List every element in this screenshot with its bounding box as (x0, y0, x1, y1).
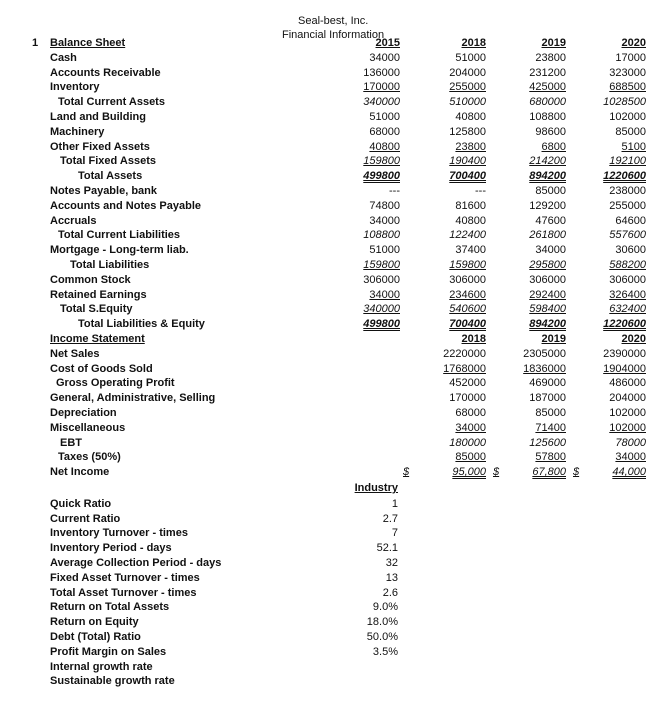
bs-cell: 1028500 (603, 96, 646, 109)
year-header-2018: 2018 (461, 37, 486, 49)
bs-cell: 30600 (615, 244, 646, 257)
bs-cell: 204000 (449, 66, 486, 79)
bs-cell: 47600 (535, 214, 566, 227)
is-cell: 2390000 (603, 347, 646, 360)
bs-cell: 323000 (609, 66, 646, 79)
bs-cell: 102000 (609, 111, 646, 123)
bs-cell: 688500 (609, 81, 646, 94)
industry-header: Industry (354, 482, 398, 494)
bs-cell: 680000 (529, 96, 566, 109)
bs-cell: 1220600 (603, 318, 646, 331)
is-cell: 452000 (449, 377, 486, 390)
is-cell: 204000 (609, 392, 646, 405)
bs-row-label: Accruals (50, 214, 97, 227)
report-subtitle: Financial Information (282, 29, 385, 41)
bs-cell: --- (389, 185, 400, 197)
bs-cell: 37400 (455, 244, 486, 257)
bs-cell: 40800 (455, 111, 486, 123)
ratio-label: Inventory Period - days (50, 542, 172, 555)
income-statement-title: Income Statement (50, 333, 145, 345)
bs-row-label: Common Stock (50, 273, 131, 286)
ratio-label: Current Ratio (50, 512, 121, 525)
bs-cell: 234600 (449, 288, 486, 301)
bs-cell: 214200 (529, 155, 566, 168)
currency-symbol: $ (403, 466, 410, 479)
bs-cell: 51000 (455, 51, 486, 64)
bs-cell: 261800 (529, 229, 566, 242)
is-year-header-2019: 2019 (541, 333, 566, 345)
is-cell: 67,800 (532, 466, 566, 479)
bs-cell: 51000 (369, 111, 400, 123)
bs-row-label: Accounts Receivable (50, 66, 161, 79)
row-number: 1 (32, 37, 39, 49)
ratio-label: Return on Total Assets (50, 601, 170, 614)
bs-cell: 81600 (455, 199, 486, 212)
bs-row-label: Total Liabilities (70, 259, 150, 271)
bs-cell: 306000 (363, 273, 400, 286)
bs-row-label: Total Current Liabilities (58, 229, 181, 242)
is-cell: 78000 (615, 436, 646, 449)
year-header-2019: 2019 (541, 37, 566, 49)
bs-row-label: Accounts and Notes Payable (50, 199, 201, 212)
ratio-industry-value: 18.0% (366, 616, 398, 629)
bs-cell: 125800 (449, 125, 486, 138)
bs-cell: 108800 (363, 229, 400, 242)
is-cell: 2220000 (443, 347, 486, 360)
bs-cell: 255000 (449, 81, 486, 94)
is-row-label: General, Administrative, Selling (50, 392, 216, 405)
bs-row-label: Inventory (50, 81, 100, 94)
ratio-industry-value: 50.0% (366, 631, 398, 643)
bs-cell: 326400 (609, 288, 646, 301)
is-cell: 102000 (609, 421, 646, 434)
ratio-industry-value: 9.0% (372, 601, 398, 614)
bs-cell: --- (475, 185, 486, 197)
year-header-2015: 2015 (375, 37, 400, 49)
bs-cell: 306000 (449, 273, 486, 286)
ratio-industry-value: 52.1 (376, 542, 398, 555)
is-row-label: Miscellaneous (50, 421, 126, 434)
bs-cell: 108800 (529, 111, 566, 123)
bs-cell: 136000 (363, 66, 400, 79)
is-cell: 44,000 (612, 466, 646, 479)
bs-cell: 510000 (449, 96, 486, 109)
bs-cell: 700400 (449, 318, 486, 331)
bs-cell: 34000 (535, 244, 566, 257)
bs-cell: 231200 (529, 66, 566, 79)
ratio-industry-value: 2.7 (382, 512, 398, 525)
bs-cell: 238000 (609, 185, 646, 197)
bs-cell: 40800 (369, 140, 400, 153)
bs-cell: 85000 (535, 185, 566, 197)
bs-cell: 74800 (369, 199, 400, 212)
bs-row-label: Land and Building (50, 111, 146, 123)
is-row-label: Cost of Goods Sold (50, 362, 153, 375)
bs-row-label: Retained Earnings (50, 288, 147, 301)
bs-cell: 557600 (609, 229, 646, 242)
bs-row-label: Machinery (50, 125, 105, 138)
is-cell: 1768000 (443, 362, 486, 375)
bs-cell: 159800 (363, 259, 400, 271)
is-cell: 34000 (455, 421, 486, 434)
bs-cell: 306000 (609, 273, 646, 286)
year-header-2020: 2020 (621, 37, 646, 49)
bs-cell: 51000 (369, 244, 400, 257)
bs-row-label: Total Fixed Assets (60, 155, 156, 168)
bs-cell: 1220600 (603, 170, 646, 183)
is-cell: 85000 (535, 407, 566, 419)
ratio-industry-value: 13 (385, 571, 398, 584)
ratio-label: Inventory Turnover - times (50, 527, 188, 540)
ratio-industry-value: 2.6 (382, 586, 398, 599)
ratio-label: Fixed Asset Turnover - times (50, 571, 200, 584)
is-cell: 486000 (609, 377, 646, 390)
bs-row-label: Notes Payable, bank (50, 185, 157, 197)
ratio-label: Profit Margin on Sales (50, 645, 167, 658)
bs-row-label: Mortgage - Long-term liab. (50, 244, 189, 257)
bs-cell: 170000 (363, 81, 400, 94)
is-cell: 180000 (449, 436, 486, 449)
bs-row-label: Total S.Equity (60, 303, 133, 316)
bs-cell: 632400 (609, 303, 646, 316)
is-cell: 125600 (529, 436, 566, 449)
ratio-label: Total Asset Turnover - times (50, 586, 197, 599)
bs-cell: 34000 (369, 214, 400, 227)
is-row-label: Net Income (50, 466, 110, 479)
bs-cell: 23800 (455, 140, 486, 153)
bs-cell: 700400 (449, 170, 486, 183)
bs-row-label: Total Assets (78, 170, 143, 183)
bs-cell: 34000 (369, 51, 400, 64)
ratio-label: Return on Equity (50, 616, 139, 629)
ratio-industry-value: 7 (391, 527, 398, 540)
bs-cell: 340000 (363, 96, 400, 109)
bs-cell: 894200 (529, 170, 566, 183)
is-cell: 102000 (609, 407, 646, 419)
bs-row-label: Total Liabilities & Equity (78, 318, 205, 331)
is-row-label: Net Sales (50, 347, 100, 360)
is-cell: 2305000 (523, 347, 566, 360)
is-year-header-2018: 2018 (461, 333, 486, 345)
bs-cell: 85000 (615, 125, 646, 138)
bs-cell: 122400 (449, 229, 486, 242)
bs-cell: 159800 (449, 259, 486, 271)
bs-cell: 894200 (529, 318, 566, 331)
is-cell: 68000 (455, 407, 486, 419)
bs-cell: 159800 (363, 155, 400, 168)
bs-row-label: Cash (50, 51, 77, 64)
bs-cell: 17000 (615, 51, 646, 64)
bs-cell: 588200 (609, 259, 646, 271)
ratio-industry-value: 32 (385, 557, 398, 569)
is-year-header-2020: 2020 (621, 333, 646, 345)
ratio-industry-value: 3.5% (372, 645, 398, 658)
bs-cell: 425000 (529, 81, 566, 94)
ratio-industry-value: 1 (391, 497, 398, 510)
bs-cell: 499800 (363, 318, 400, 331)
balance-sheet-title: Balance Sheet (50, 37, 126, 49)
company-name: Seal-best, Inc. (298, 15, 369, 27)
bs-row-label: Total Current Assets (58, 96, 165, 109)
bs-cell: 540600 (449, 303, 486, 316)
bs-cell: 340000 (363, 303, 400, 316)
bs-cell: 5100 (621, 140, 646, 153)
bs-cell: 190400 (449, 155, 486, 168)
is-cell: 57800 (535, 451, 566, 464)
bs-cell: 64600 (615, 214, 646, 227)
bs-cell: 6800 (541, 140, 566, 153)
bs-cell: 598400 (529, 303, 566, 316)
bs-cell: 306000 (529, 273, 566, 286)
bs-cell: 129200 (529, 199, 566, 212)
currency-symbol: $ (573, 466, 580, 479)
bs-cell: 68000 (369, 125, 400, 138)
ratio-label: Debt (Total) Ratio (50, 631, 141, 643)
bs-cell: 23800 (535, 51, 566, 64)
is-row-label: Depreciation (50, 407, 117, 419)
ratio-label: Quick Ratio (50, 497, 112, 510)
is-cell: 71400 (535, 421, 566, 434)
bs-cell: 40800 (455, 214, 486, 227)
is-cell: 1836000 (523, 362, 566, 375)
currency-symbol: $ (493, 466, 500, 479)
is-cell: 85000 (455, 451, 486, 464)
bs-cell: 98600 (535, 125, 566, 138)
bs-row-label: Other Fixed Assets (50, 140, 150, 153)
is-cell: 187000 (529, 392, 566, 405)
ratio-label: Sustainable growth rate (50, 675, 175, 688)
is-row-label: Gross Operating Profit (56, 377, 175, 390)
is-row-label: Taxes (50%) (58, 451, 121, 464)
is-cell: 170000 (449, 392, 486, 405)
ratio-label: Internal growth rate (50, 660, 153, 673)
is-row-label: EBT (60, 436, 82, 449)
bs-cell: 292400 (529, 288, 566, 301)
is-cell: 95,000 (452, 466, 486, 479)
is-cell: 469000 (529, 377, 566, 390)
is-cell: 34000 (615, 451, 646, 464)
is-cell: 1904000 (603, 362, 646, 375)
bs-cell: 295800 (529, 259, 566, 271)
bs-cell: 255000 (609, 199, 646, 212)
ratio-label: Average Collection Period - days (50, 557, 222, 569)
bs-cell: 499800 (363, 170, 400, 183)
bs-cell: 192100 (609, 155, 646, 168)
bs-cell: 34000 (369, 288, 400, 301)
